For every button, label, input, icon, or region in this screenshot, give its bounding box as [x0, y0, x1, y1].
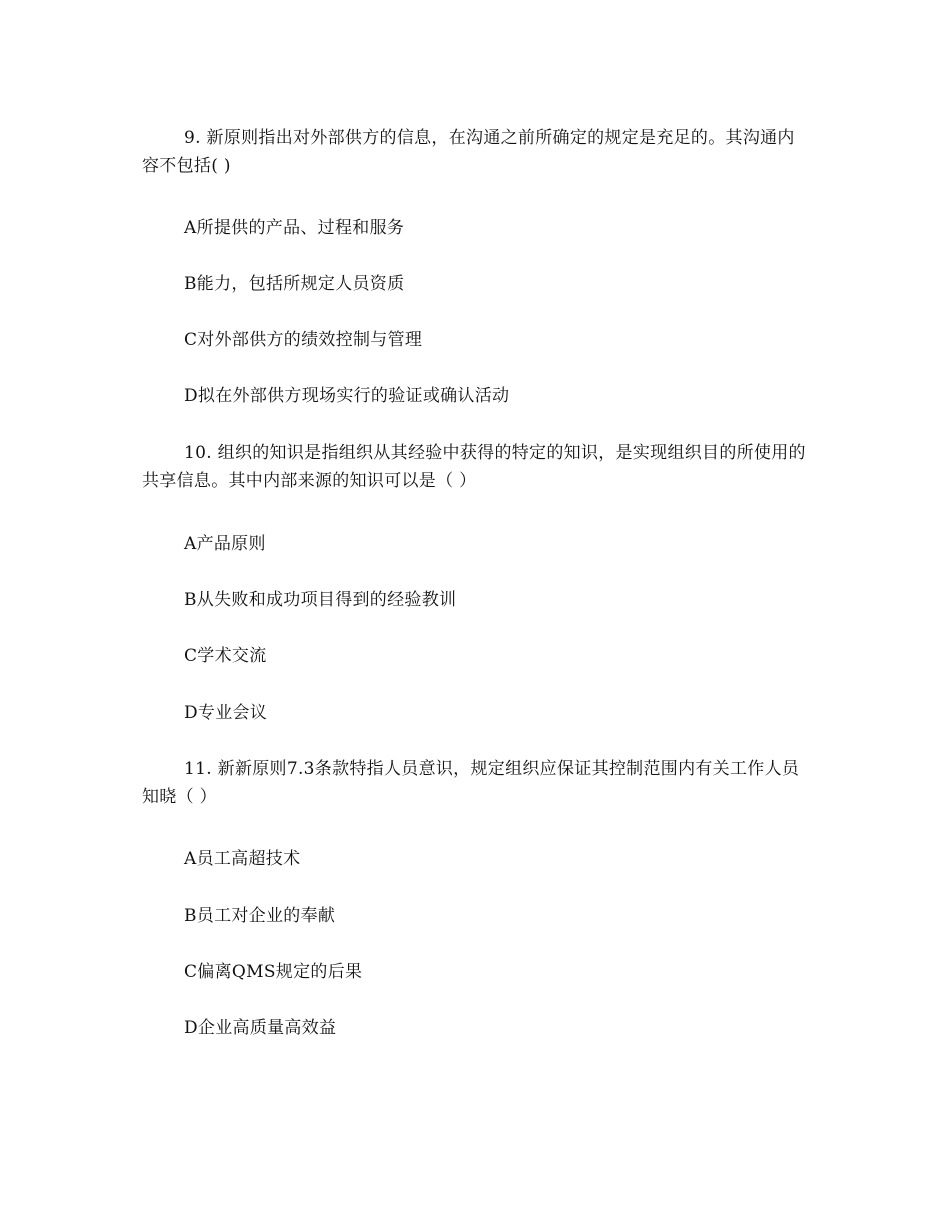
question-10-option-c: C学术交流 [184, 646, 267, 666]
question-11-option-a: A员工高超技术 [184, 849, 301, 869]
question-9-option-c: C对外部供方的绩效控制与管理 [184, 330, 423, 350]
question-11-option-c: C偏离QMS规定的后果 [184, 962, 363, 982]
question-10-text: 10. 组织的知识是指组织从其经验中获得的特定的知识，是实现组织目的所使用的共享信息。其中内部来源的知识可以是（ ） [142, 443, 806, 491]
question-9-option-b: B能力，包括所规定人员资质 [184, 274, 405, 294]
question-10-option-b: B从失败和成功项目得到的经验教训 [184, 590, 457, 610]
question-10-option-a: A产品原则 [184, 534, 266, 554]
question-9-option-a: A所提供的产品、过程和服务 [184, 218, 405, 238]
question-9-option-d: D拟在外部供方现场实行的验证或确认活动 [184, 386, 510, 406]
question-11-option-b: B员工对企业的奉献 [184, 906, 336, 926]
question-11-option-d: D企业高质量高效益 [184, 1018, 337, 1038]
question-11-text: 11. 新新原则7.3条款特指人员意识，规定组织应保证其控制范围内有关工作人员知晓（ ） [142, 759, 800, 807]
question-10-option-d: D专业会议 [184, 703, 268, 723]
question-9-text: 9. 新原则指出对外部供方的信息，在沟通之前所确定的规定是充足的。其沟通内容不包括( ) [142, 128, 795, 176]
